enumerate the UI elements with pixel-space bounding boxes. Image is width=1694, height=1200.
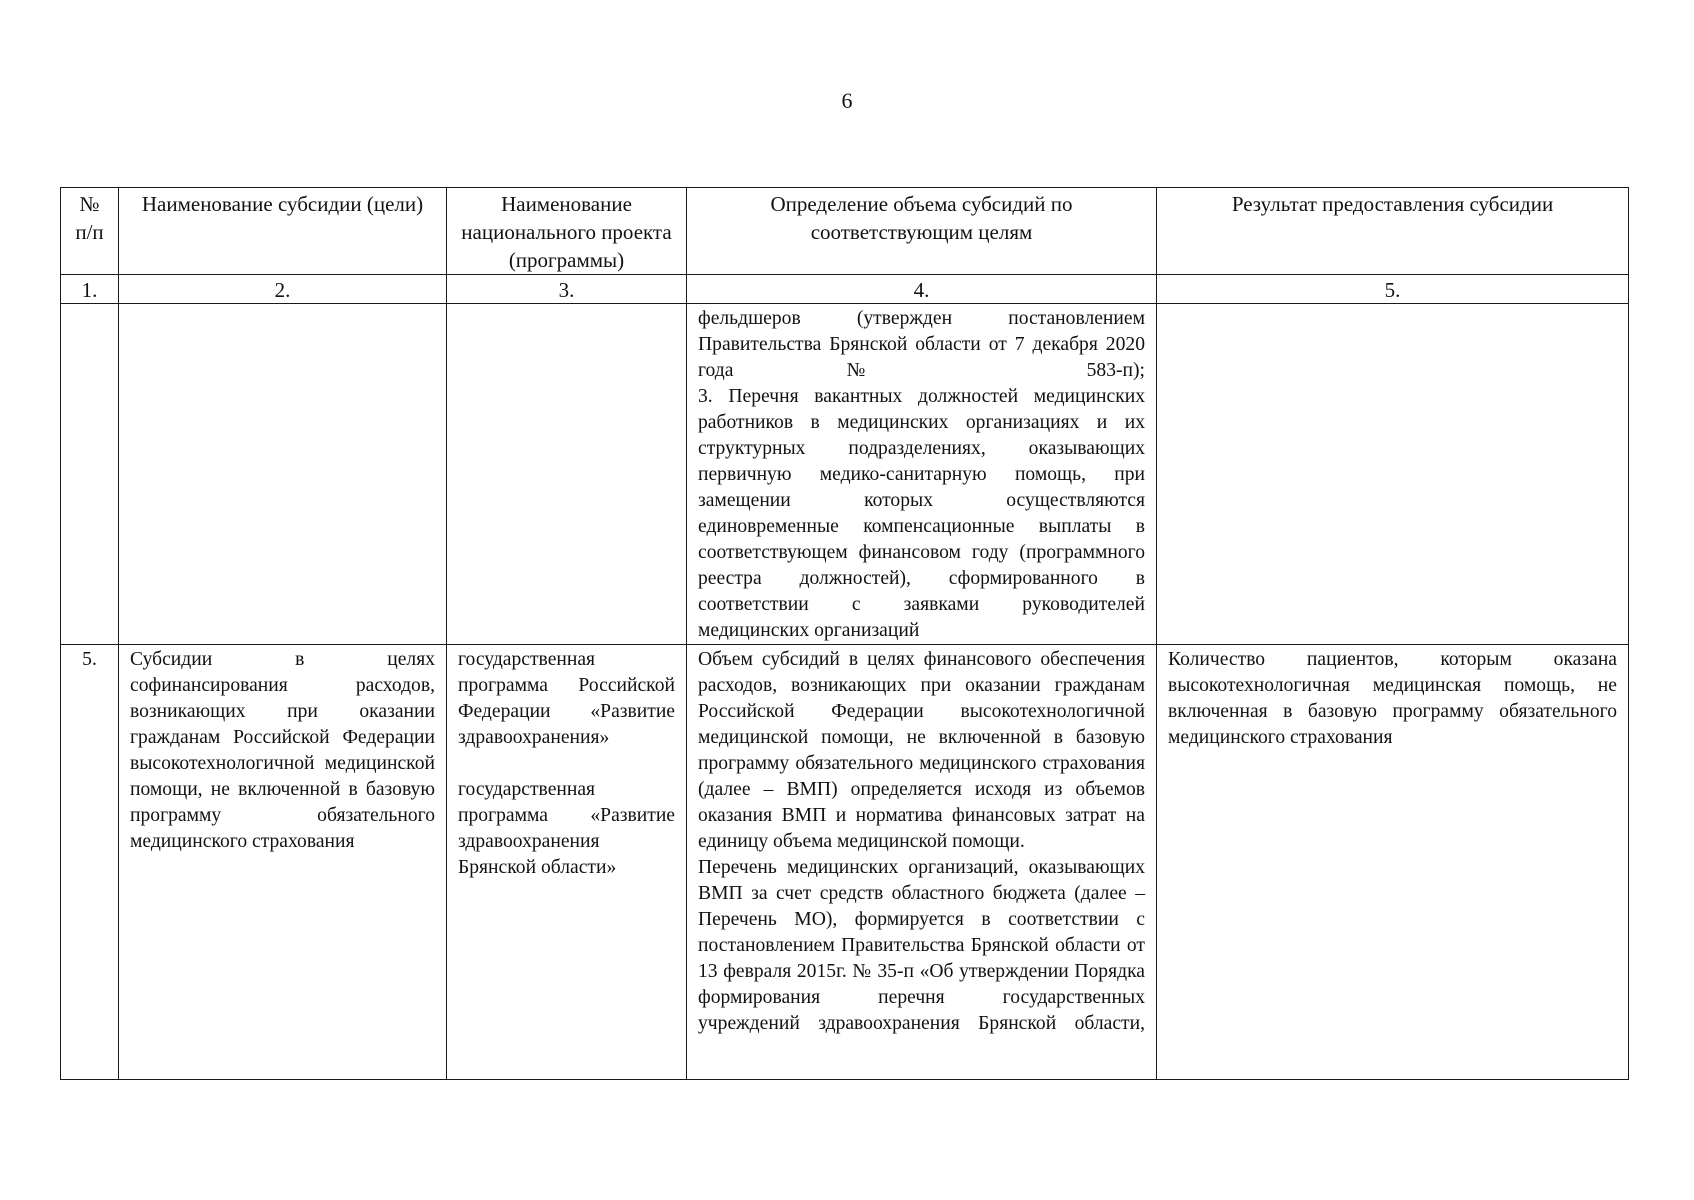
row-project bbox=[447, 645, 687, 1080]
row-volume-definition bbox=[687, 304, 1157, 645]
table-row bbox=[61, 304, 1629, 645]
column-number-1: 1. bbox=[61, 275, 119, 304]
row-project bbox=[447, 304, 687, 645]
subsidy-table bbox=[60, 187, 1629, 1080]
volume-paragraph: Объем субсидий в целях финансового обеспечения расходов, возникающих при оказании гражданам Российской Федерации высокотехнологичной медицинской помощи, не включенной в базовую программу обязательного медицинского страхования (далее – ВМП) определяется исходя из объемов оказания ВМП и норматива финансовых затрат на единицу объема медицинской помощи. bbox=[698, 649, 1145, 852]
row-volume-definition bbox=[687, 645, 1157, 1080]
header-national-project: Наименование национального проекта (программы) bbox=[447, 188, 687, 275]
project-paragraph: государственная программа «Развитие здравоохранения Брянской области» bbox=[458, 779, 675, 878]
page-number: 6 bbox=[841, 88, 853, 113]
volume-paragraph: 3. Перечня вакантных должностей медицинских работников в медицинских организациях и их структурных подразделениях, оказывающих первичную медико-санитарную помощь, при замещении которых осуществляются единовременные компенсационные выплаты в соответствующем финансовом году (программного реестра должностей), сформированного в соответствии с заявками руководителей медицинских организаций bbox=[698, 386, 1145, 641]
volume-paragraph: фельдшеров (утвержден постановлением Правительства Брянской области от 7 декабря 2020 года № 583-п); bbox=[698, 308, 1145, 381]
project-paragraph: государственная программа Российской Федерации «Развитие здравоохранения» bbox=[458, 649, 675, 748]
row-number: 5. bbox=[61, 645, 119, 1080]
table-row bbox=[61, 645, 1629, 1080]
column-number-row bbox=[61, 275, 1629, 304]
column-number-3: 3. bbox=[447, 275, 687, 304]
table-header-row bbox=[61, 188, 1629, 275]
header-number: № п/п bbox=[61, 188, 119, 275]
row-number bbox=[61, 304, 119, 645]
column-number-2: 2. bbox=[119, 275, 447, 304]
header-subsidy-name: Наименование субсидии (цели) bbox=[119, 188, 447, 275]
row-result: Количество пациентов, которым оказана высокотехнологичная медицинская помощь, не включенная в базовую программу обязательного медицинского страхования bbox=[1157, 645, 1629, 1080]
column-number-4: 4. bbox=[687, 275, 1157, 304]
row-subsidy-name: Субсидии в целях софинансирования расходов, возникающих при оказании гражданам Российской Федерации высокотехнологичной медицинской помощи, не включенной в базовую программу обязательного медицинского страхования bbox=[119, 645, 447, 1080]
header-volume-definition: Определение объема субсидий по соответствующим целям bbox=[687, 188, 1157, 275]
volume-paragraph: Перечень медицинских организаций, оказывающих ВМП за счет средств областного бюджета (далее – Перечень МО), формируется в соответствии с постановлением Правительства Брянской области от 13 февраля 2015г. № 35-п «Об утверждении Порядка формирования перечня государственных учреждений здравоохранения Брянской области, bbox=[698, 857, 1145, 1034]
row-subsidy-name bbox=[119, 304, 447, 645]
row-result bbox=[1157, 304, 1629, 645]
header-result: Результат предоставления субсидии bbox=[1157, 188, 1629, 275]
column-number-5: 5. bbox=[1157, 275, 1629, 304]
